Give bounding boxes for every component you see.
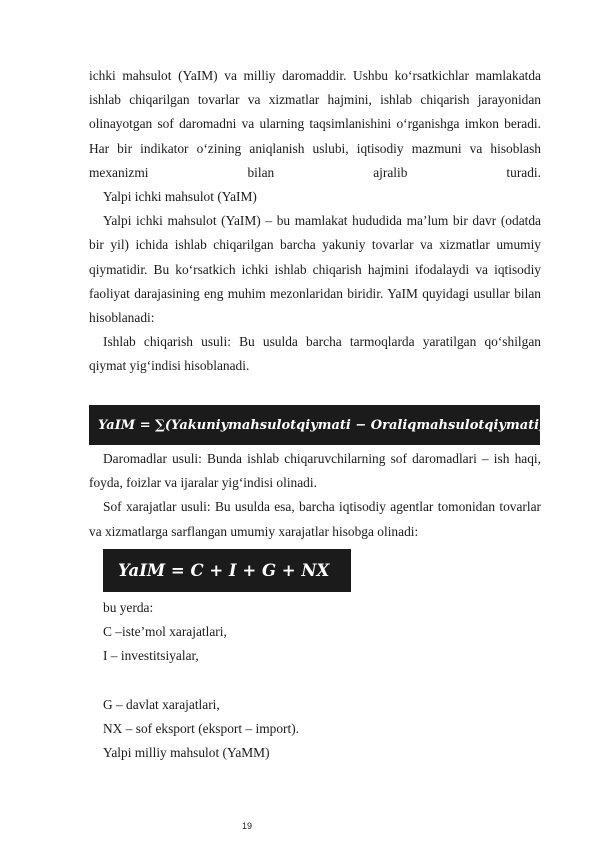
heading-yaim: Yalpi ichki mahsulot (YaIM) — [103, 189, 257, 205]
definition-intro: bu yerda: — [103, 600, 154, 615]
text-block-top — [89, 64, 541, 379]
paragraph-income-method: Daromadlar usuli: Bunda ishlab chiqaruvchilarning sof daromadlari – ish haqi, foyda, foizlar va ijaralar yig‘indisi olinadi. — [89, 451, 541, 491]
formula-expenditure-method: YaIM = C + I + G + NX — [103, 549, 351, 592]
paragraph-yaim-definition: Yalpi ichki mahsulot (YaIM) – bu mamlakat hududida ma’lum bir davr (odatda bir yil) ichida ishlab chiqarilgan barcha yakuniy tovarlar va xizmatlar umumiy qiymatidir. Bu ko‘rsatkich ichki ishlab chiqarish hajmini ifodalaydi va iqtisodiy faoliyat darajasining eng muhim mezonlaridan biridir. YaIM quyidagi usullar bilan hisoblanadi: — [89, 213, 541, 326]
blank-line — [103, 669, 543, 693]
page-number: 19 — [242, 821, 253, 831]
paragraph-intro: ichki mahsulot (YaIM) va milliy daromaddir. Ushbu ko‘rsatkichlar mamlakatda ishlab chiqarilgan tovarlar va xizmatlar hajmini, ishlab chiqarish jarayonidan olinayotgan sof daromadni va ularning taqsimlanishini o‘rganishga imkon beradi. Har bir indikator o‘zining aniqlanish uslubi, iqtisodiy mazmuni va hisoblash mexanizmi bilan ajralib turadi. — [89, 68, 541, 180]
definition-c: C –iste’mol xarajatlari, — [103, 624, 227, 640]
definition-nx: NX – sof eksport (eksport – import). — [103, 721, 299, 737]
definition-g: G – davlat xarajatlari, — [103, 696, 220, 712]
definition-i: I – investitsiyalar, — [103, 648, 199, 664]
heading-yamm: Yalpi milliy mahsulot (YaMM) — [103, 745, 270, 761]
paragraph-production-method: Ishlab chiqarish usuli: Bu usulda barcha tarmoqlarda yaratilgan qo‘shilgan qiymat yig‘indisi hisoblanadi. — [89, 334, 541, 374]
formula-production-method: YaIM = ∑(Yakuniymahsulotqiymati − Oraliqmahsulotqiymati) — [89, 405, 540, 445]
definitions-list — [103, 596, 543, 765]
text-block-middle — [89, 447, 541, 544]
paragraph-expenditure-method: Sof xarajatlar usuli: Bu usulda esa, barcha iqtisodiy agentlar tomonidan tovarlar va xizmatlarga sarflangan umumiy xarajatlar hisobga olinadi: — [89, 499, 541, 539]
